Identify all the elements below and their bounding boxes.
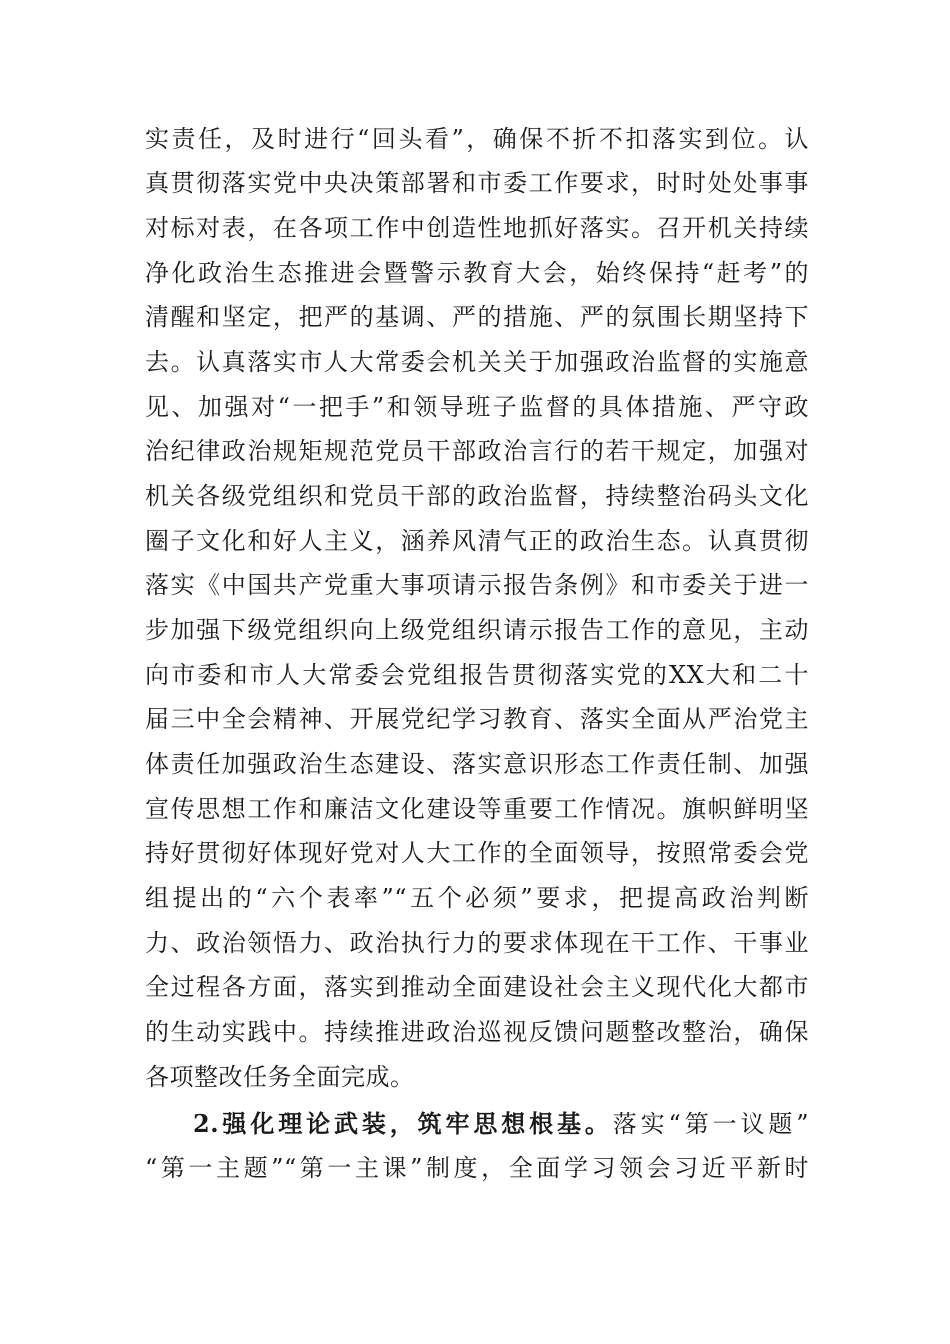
- body-text-line: 各项整改任务全面完成。: [145, 1063, 415, 1091]
- body-text-line: 落实《中国共产党重大事项请示报告条例》和市委关于进一: [145, 571, 809, 599]
- body-text-line: 体责任加强政治生态建设、落实意识形态工作责任制、加强: [145, 750, 809, 778]
- body-text-line: 见、加强对“一把手”和领导班子监督的具体措施、严守政: [145, 393, 809, 421]
- section-heading-line: [193, 1104, 809, 1144]
- body-text-line: 宣传思想工作和廉洁文化建设等重要工作情况。旗帜鲜明坚: [145, 795, 809, 823]
- body-text-line: 真贯彻落实党中央决策部署和市委工作要求，时时处处事事: [145, 169, 809, 197]
- body-text-line: 持好贯彻好体现好党对人大工作的全面领导，按照常委会党: [145, 839, 809, 867]
- body-text-line: 向市委和市人大常委会党组报告贯彻落实党的XX大和二十: [145, 661, 809, 689]
- section-heading: 2.强化理论武装，筑牢思想根基。: [193, 1109, 613, 1138]
- body-text-line: 全过程各方面，落实到推动全面建设社会主义现代化大都市: [145, 973, 809, 1001]
- body-text-line: “第一主题”“第一主课”制度，全面学习领会习近平新时: [145, 1154, 809, 1182]
- body-text-line: 净化政治生态推进会暨警示教育大会，始终保持“赶考”的: [145, 259, 809, 287]
- body-text-line: 机关各级党组织和党员干部的政治监督，持续整治码头文化: [145, 482, 809, 510]
- body-text-line: 去。认真落实市人大常委会机关关于加强政治监督的实施意: [145, 348, 809, 376]
- section-heading-continuation: 落实“第一议题”: [612, 1110, 809, 1138]
- body-text-line: 组提出的“六个表率”“五个必须”要求，把提高政治判断: [145, 884, 809, 912]
- body-text-line: 届三中全会精神、开展党纪学习教育、落实全面从严治党主: [145, 705, 809, 733]
- body-text-line: 对标对表，在各项工作中创造性地抓好落实。召开机关持续: [145, 214, 809, 242]
- body-text-line: 的生动实践中。持续推进政治巡视反馈问题整改整治，确保: [145, 1018, 809, 1046]
- body-text-line: 清醒和坚定，把严的基调、严的措施、严的氛围长期坚持下: [145, 303, 809, 331]
- body-text-line: 实责任，及时进行“回头看”，确保不折不扣落实到位。认: [145, 125, 809, 153]
- body-text-line: 治纪律政治规矩规范党员干部政治言行的若干规定，加强对: [145, 437, 809, 465]
- body-text-line: 力、政治领悟力、政治执行力的要求体现在干工作、干事业: [145, 929, 809, 957]
- body-text-line: 步加强下级党组织向上级党组织请示报告工作的意见，主动: [145, 616, 809, 644]
- body-text-line: 圈子文化和好人主义，涵养风清气正的政治生态。认真贯彻: [145, 527, 809, 555]
